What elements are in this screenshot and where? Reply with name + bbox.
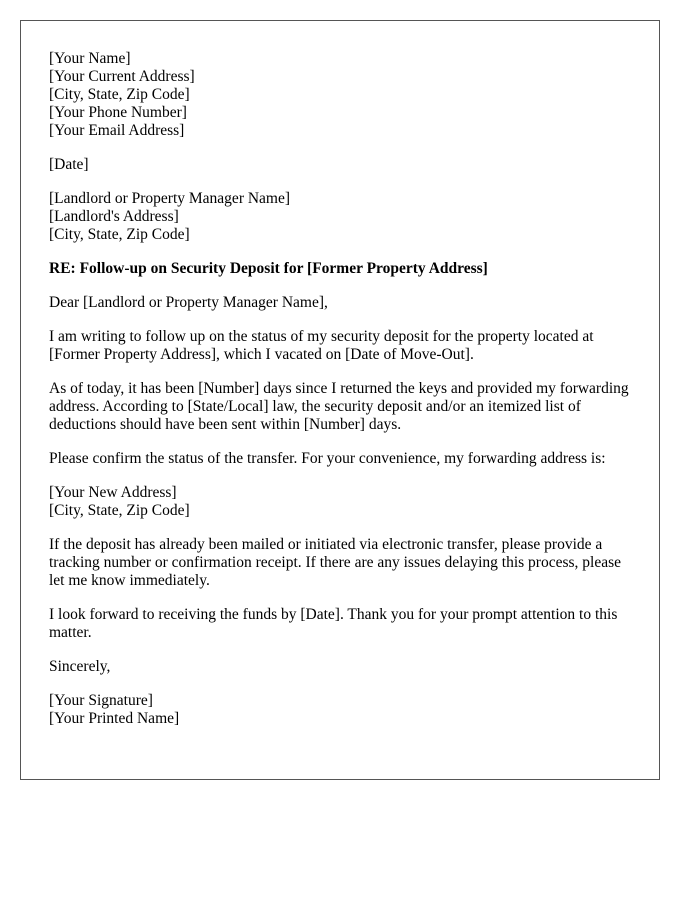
recipient-block xyxy=(49,190,631,244)
sender-phone: [Your Phone Number] xyxy=(49,104,187,121)
forwarding-city-state-zip: [City, State, Zip Code] xyxy=(49,502,190,519)
letter-page xyxy=(20,20,660,780)
letter-date: [Date] xyxy=(49,156,89,173)
sender-name: [Your Name] xyxy=(49,50,131,67)
recipient-address: [Landlord's Address] xyxy=(49,208,179,225)
paragraph-tracking-request: If the deposit has already been mailed or initiated via electronic transfer, please provide a tracking number or confirmation receipt. If there are any issues delaying this process, please let me know immediately. xyxy=(49,536,622,589)
forwarding-address-block xyxy=(49,484,631,520)
subject-line: RE: Follow-up on Security Deposit for [Former Property Address] xyxy=(49,260,488,277)
paragraph-confirm-request: Please confirm the status of the transfer. For your convenience, my forwarding address is: xyxy=(49,450,606,467)
paragraph-status: I am writing to follow up on the status of my security deposit for the property located at [Former Property Address], which I vacated on [Date of Move-Out]. xyxy=(49,328,594,363)
signature: [Your Signature] xyxy=(49,692,153,709)
salutation: Dear [Landlord or Property Manager Name], xyxy=(49,294,328,311)
recipient-city-state-zip: [City, State, Zip Code] xyxy=(49,226,190,243)
forwarding-address: [Your New Address] xyxy=(49,484,177,501)
closing: Sincerely, xyxy=(49,658,111,675)
sender-email: [Your Email Address] xyxy=(49,122,185,139)
sender-block xyxy=(49,50,631,140)
printed-name: [Your Printed Name] xyxy=(49,710,180,727)
signature-block xyxy=(49,692,631,728)
paragraph-closing-remarks: I look forward to receiving the funds by [Date]. Thank you for your prompt attention to this matter. xyxy=(49,606,618,641)
recipient-name: [Landlord or Property Manager Name] xyxy=(49,190,291,207)
sender-city-state-zip: [City, State, Zip Code] xyxy=(49,86,190,103)
date-block xyxy=(49,156,631,174)
sender-address: [Your Current Address] xyxy=(49,68,195,85)
paragraph-legal-deadline: As of today, it has been [Number] days since I returned the keys and provided my forwarding address. According to [State/Local] law, the security deposit and/or an itemized list of deductions should have been sent within [Number] days. xyxy=(49,380,629,433)
